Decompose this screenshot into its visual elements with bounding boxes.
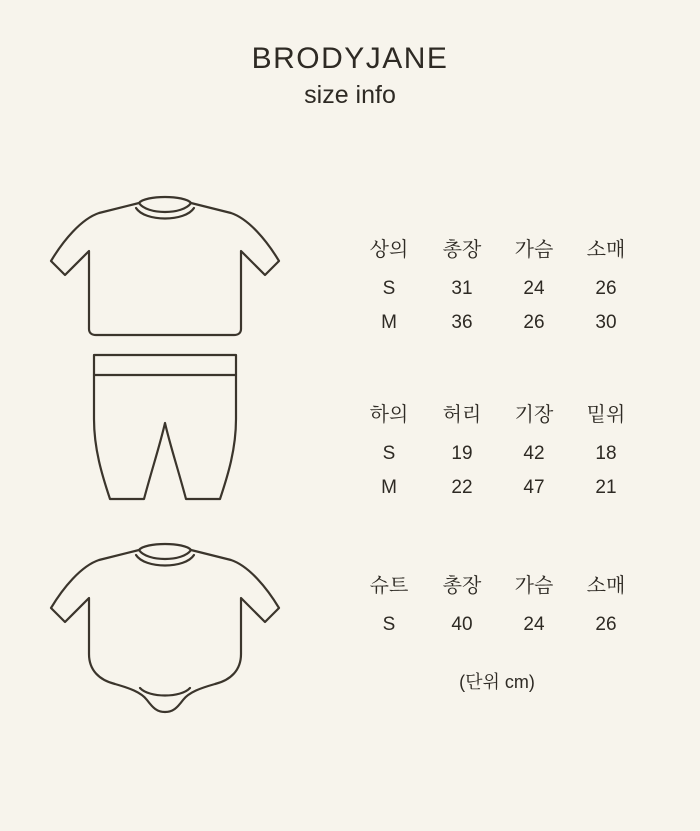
column-header: 기장: [514, 404, 554, 426]
row-label: S: [382, 614, 396, 635]
column-header: 가슴: [514, 239, 554, 261]
cell-value: 18: [595, 443, 617, 464]
row-label: M: [381, 312, 397, 333]
brand-title: BRODYJANE: [251, 42, 449, 75]
pants-illustration: [0, 346, 330, 511]
cell-value: 40: [451, 614, 473, 635]
cell-value: 24: [523, 614, 545, 635]
column-header: 밑위: [586, 404, 626, 426]
cell-value: 19: [451, 443, 473, 464]
long-sleeve-top-illustration: [0, 184, 330, 344]
table-spacer: [330, 340, 700, 392]
content-area: [0, 169, 700, 718]
cell-value: 24: [523, 278, 545, 299]
column-header: 소매: [586, 575, 626, 597]
cell-value: 47: [523, 477, 545, 498]
illustrations-column: [0, 169, 330, 718]
cell-value: 42: [523, 443, 545, 464]
size-table-top: [352, 227, 642, 340]
column-header: 하의: [369, 404, 409, 426]
cell-value: 26: [523, 312, 545, 333]
column-header: 소매: [586, 239, 626, 261]
column-header: 총장: [442, 575, 482, 597]
page-header: [0, 0, 700, 111]
cell-value: 36: [451, 312, 473, 333]
page-subtitle: size info: [304, 80, 396, 109]
row-label: S: [382, 443, 396, 464]
column-header: 상의: [369, 239, 409, 261]
column-header: 총장: [442, 239, 482, 261]
table-row: [352, 608, 642, 642]
column-header: 가슴: [514, 575, 554, 597]
cell-value: 26: [595, 614, 617, 635]
table-row: [352, 272, 642, 306]
tables-column: [330, 169, 700, 718]
table-spacer: [330, 505, 700, 563]
bodysuit-illustration: [0, 533, 330, 718]
cell-value: 30: [595, 312, 617, 333]
unit-note: (단위 cm): [459, 672, 535, 692]
size-table-suit: [352, 563, 642, 642]
row-label: M: [381, 477, 397, 498]
table-row: [352, 306, 642, 340]
column-header: 허리: [442, 404, 482, 426]
cell-value: 22: [451, 477, 473, 498]
table-row: [352, 392, 642, 437]
size-table-bottom: [352, 392, 642, 505]
table-row: [352, 563, 642, 608]
row-label: S: [382, 278, 396, 299]
cell-value: 26: [595, 278, 617, 299]
table-row: [352, 437, 642, 471]
cell-value: 21: [595, 477, 617, 498]
table-row: [352, 471, 642, 505]
table-row: [352, 227, 642, 272]
cell-value: 31: [451, 278, 473, 299]
column-header: 슈트: [369, 575, 409, 597]
